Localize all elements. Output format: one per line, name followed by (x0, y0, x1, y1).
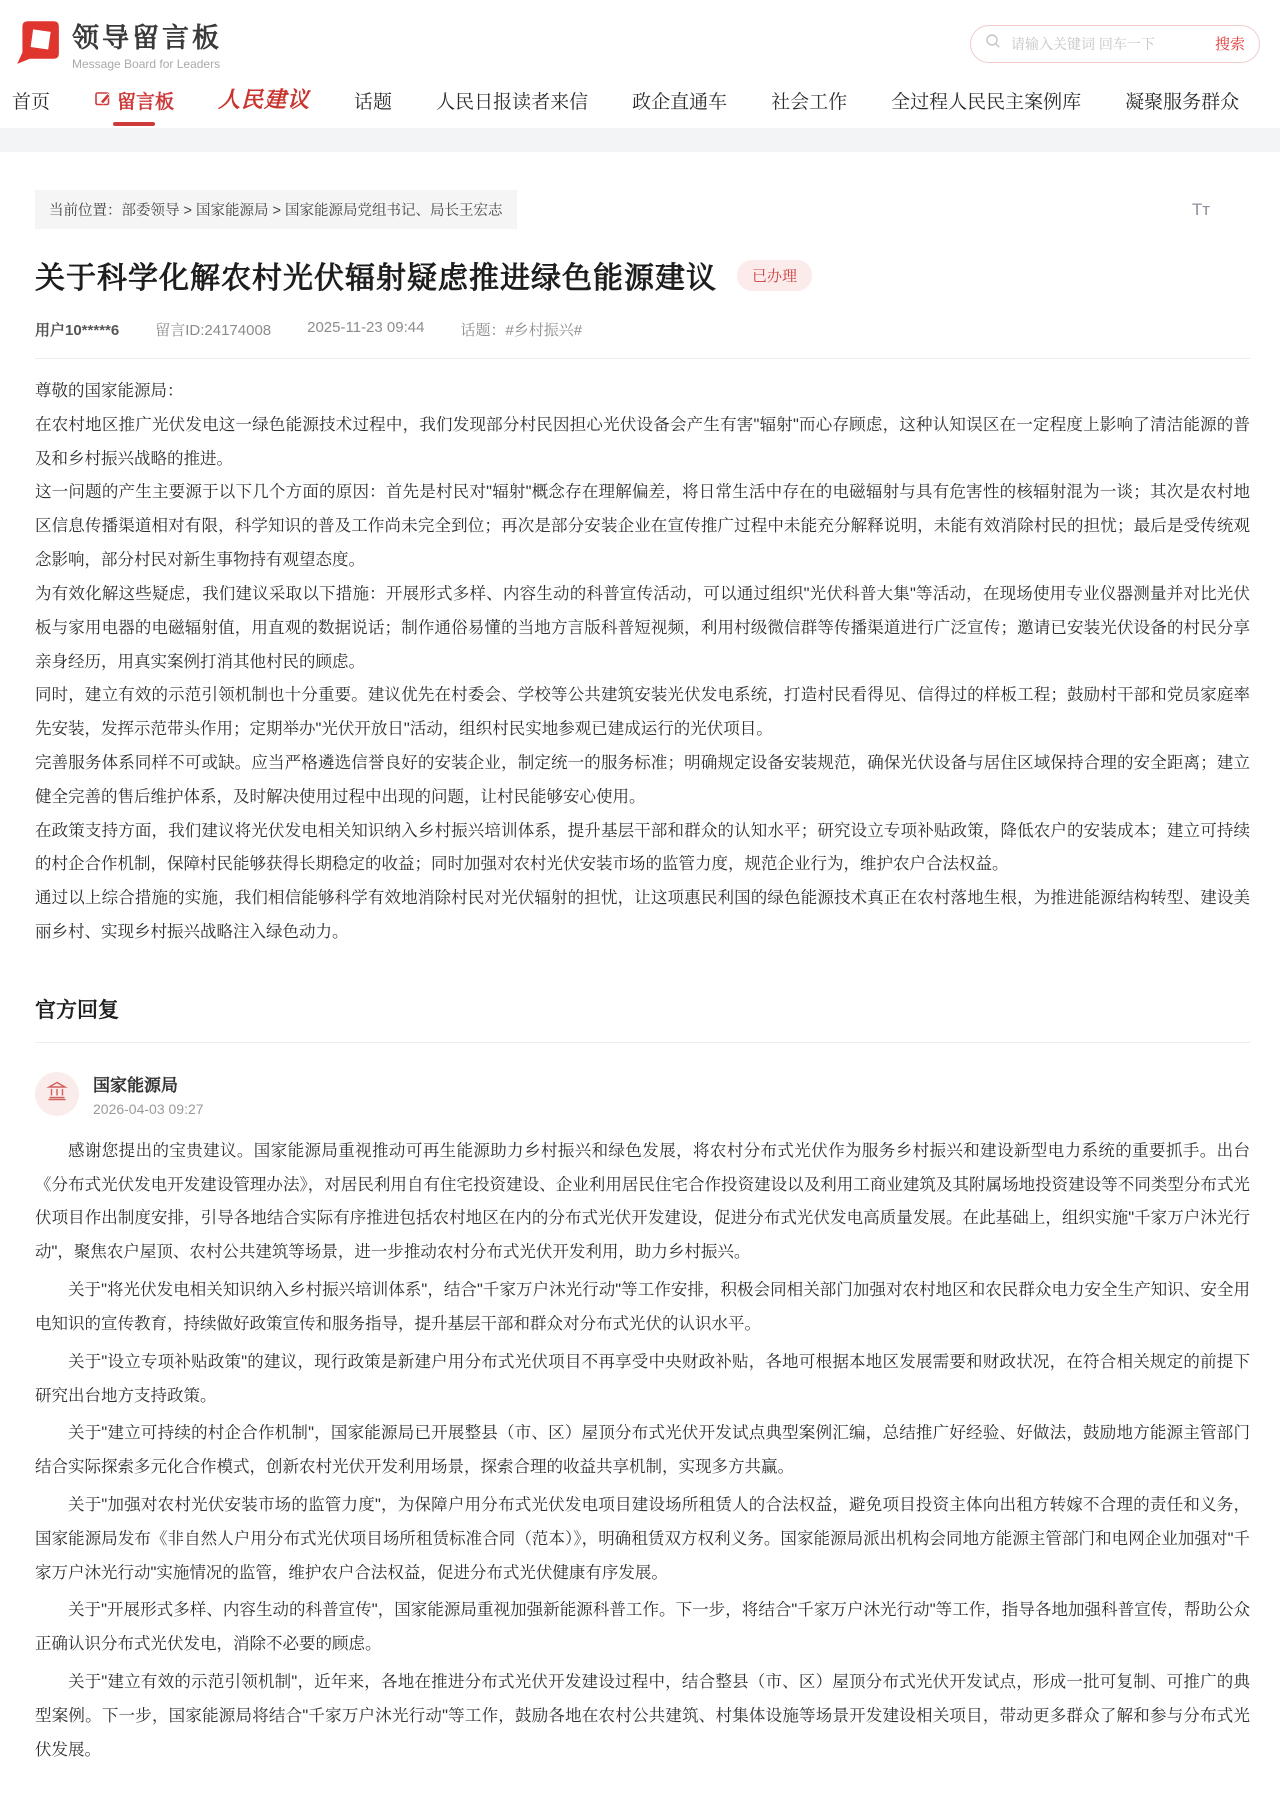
reply-paragraph: 关于"设立专项补贴政策"的建议，现行政策是新建户用分布式光伏项目不再享受中央财政补贴，各地可根据本地区发展需要和财政状况，在符合相关规定的前提下研究出台地方支持政策。 (35, 1352, 1250, 1405)
nav-item-democracy-cases[interactable]: 全过程人民民主案例库 (891, 92, 1082, 113)
reply-paragraph: 关于"开展形式多样、内容生动的科普宣传"，国家能源局重视加强新能源科普工作。下一步，将结合"千家万户沐光行动"等工作，指导各地加强科普宣传，帮助公众正确认识分布式光伏发电，消除不必要的顾虑。 (35, 1601, 1250, 1654)
post-paragraph: 尊敬的国家能源局： (35, 382, 184, 400)
reply-datetime: 2026-04-03 09:27 (93, 1100, 204, 1117)
nav-item-gov-business-line[interactable]: 政企直通车 (632, 92, 728, 113)
reply-header (35, 1071, 1250, 1117)
site-header (0, 0, 1280, 79)
post-author: 用户10*****6 (35, 322, 120, 339)
reply-paragraph: 关于"建立有效的示范引领机制"，近年来，各地在推进分布式光伏开发建设过程中，结合整县（市、区）屋顶分布式光伏开发试点，形成一批可复制、可推广的典型案例。下一步，国家能源局将结合"千家万户沐光行动"等工作，鼓励各地在农村公共建筑、村集体设施等场景开发建设相关项目，带动更多群众了解和参与分布式光伏发展。 (35, 1673, 1250, 1759)
post-paragraph: 这一问题的产生主要源于以下几个方面的原因：首先是村民对"辐射"概念存在理解偏差，将日常生活中存在的电磁辐射与具有危害性的核辐射混为一谈；其次是农村地区信息传播渠道相对有限，科学知识的普及工作尚未完全到位；再次是部分安装企业在宣传推广过程中未能充分解释说明，未能有效消除村民的担忧；最后是受传统观念影响，部分村民对新生事物持有观望态度。 (35, 483, 1250, 570)
post-paragraph: 通过以上综合措施的实施，我们相信能够科学有效地消除村民对光伏辐射的担忧，让这项惠民利国的绿色能源技术真正在农村落地生根，为推进能源结构转型、建设美丽乡村、实现乡村振兴战略注入绿色动力。 (35, 889, 1250, 941)
logo-speech-bubble-icon (12, 16, 62, 71)
search-button[interactable]: 搜索 (1215, 33, 1245, 54)
status-badge: 已办理 (737, 260, 812, 291)
reply-divider (35, 1042, 1250, 1043)
post-datetime: 2025-11-23 09:44 (307, 319, 425, 336)
nav-item-serve-masses[interactable]: 凝聚服务群众 (1125, 92, 1240, 113)
post-meta (35, 319, 1250, 359)
page-title: 关于科学化解农村光伏辐射疑虑推进绿色能源建议 (35, 262, 717, 295)
nav-item-message-board[interactable]: 留言板 (94, 87, 174, 128)
post-paragraph: 同时，建立有效的示范引领机制也十分重要。建议优先在村委会、学校等公共建筑安装光伏发电系统，打造村民看得见、信得过的样板工程；鼓励村干部和党员家庭率先安装，发挥示范带头作用；定期举办"光伏开放日"活动，组织村民实地参观已建成运行的光伏项目。 (35, 686, 1250, 739)
post-message-id: 留言ID:24174008 (155, 322, 272, 339)
reply-paragraph: 感谢您提出的宝贵建议。国家能源局重视推动可再生能源助力乡村振兴和绿色发展，将农村分布式光伏作为服务乡村振兴和建设新型电力系统的重要抓手。出台《分布式光伏发电开发建设管理办法》，对居民利用自有住宅投资建设、企业利用居民住宅合作投资建设以及利用工商业建筑及其附属场地投资建设等不同类型分布式光伏项目作出制度安排，引导各地结合实际有序推进包括农村地区在内的分布式光伏开发建设，促进分布式光伏发电高质量发展。在此基础上，组织实施"千家万户沐光行动"，聚焦农户屋顶、农村公共建筑等场景，进一步推动农村分布式光伏开发利用，助力乡村振兴。 (35, 1141, 1250, 1262)
post-paragraph: 在农村地区推广光伏发电这一绿色能源技术过程中，我们发现部分村民因担心光伏设备会产生有害"辐射"而心存顾虑，这种认知误区在一定程度上影响了清洁能源的普及和乡村振兴战略的推进。 (35, 415, 1250, 468)
nav-item-topics[interactable]: 话题 (354, 92, 393, 113)
post-paragraph: 为有效化解这些疑虑，我们建议采取以下措施：开展形式多样、内容生动的科普宣传活动，可以通过组织"光伏科普大集"等活动，在现场使用专业仪器测量并对比光伏板与家用电器的电磁辐射值，用直观的数据说话；制作通俗易懂的当地方言版科普短视频，利用村级微信群等传播渠道进行广泛宣传；邀请已安装光伏设备的村民分享亲身经历，用真实案例打消其他村民的顾虑。 (35, 584, 1250, 671)
site-logo[interactable] (12, 16, 222, 71)
font-size-toggle-icon[interactable]: Tт (1191, 199, 1210, 219)
post-paragraph: 完善服务体系同样不可或缺。应当严格遴选信誉良好的安装企业，制定统一的服务标准；明确规定设备安装规范，确保光伏设备与居住区域保持合理的安全距离；建立健全完善的售后维护体系，及时解决使用过程中出现的问题，让村民能够安心使用。 (35, 753, 1250, 806)
government-building-icon (46, 1080, 68, 1107)
nav-item-people-suggestions[interactable]: 人民建议 (218, 87, 311, 112)
search-box[interactable] (970, 25, 1260, 63)
logo-title: 领导留言板 (72, 23, 222, 53)
nav-item-home[interactable]: 首页 (12, 92, 51, 113)
search-input[interactable] (1009, 35, 1207, 53)
breadcrumb[interactable]: 当前位置：部委领导 > 国家能源局 > 国家能源局党组书记、局长王宏志 (35, 190, 517, 229)
reply-body (35, 1135, 1250, 1768)
nav-item-readers-letters[interactable]: 人民日报读者来信 (436, 92, 589, 113)
main-nav (0, 79, 1280, 128)
nav-divider-band (0, 128, 1280, 152)
post-body (35, 375, 1250, 950)
search-icon (985, 33, 1001, 54)
nav-item-social-work[interactable]: 社会工作 (771, 92, 848, 113)
post-topic-tag[interactable]: 话题：#乡村振兴# (460, 322, 583, 339)
official-reply-heading: 官方回复 (35, 997, 119, 1022)
reply-paragraph: 关于"加强对农村光伏安装市场的监管力度"，为保障户用分布式光伏发电项目建设场所租赁人的合法权益，避免项目投资主体向出租方转嫁不合理的责任和义务，国家能源局发布《非自然人户用分布式光伏项目场所租赁标准合同（范本）》，明确租赁双方权利义务。国家能源局派出机构会同地方能源主管部门和电网企业加强对"千家万户沐光行动"实施情况的监管，维护农户合法权益，促进分布式光伏健康有序发展。 (35, 1495, 1250, 1582)
logo-subtitle: Message Board for Leaders (72, 57, 221, 71)
main-content (0, 190, 1280, 1801)
edit-pen-icon (94, 89, 112, 113)
reply-author: 国家能源局 (93, 1075, 178, 1095)
reply-paragraph: 关于"建立可持续的村企合作机制"，国家能源局已开展整县（市、区）屋顶分布式光伏开发试点典型案例汇编，总结推广好经验、好做法，鼓励地方能源主管部门结合实际探索多元化合作模式，创新农村光伏开发利用场景，探索合理的收益共享机制，实现多方共赢。 (35, 1424, 1250, 1477)
reply-paragraph: 关于"将光伏发电相关知识纳入乡村振兴培训体系"，结合"千家万户沐光行动"等工作安排，积极会同相关部门加强对农村地区和农民群众电力安全生产知识、安全用电知识的宣传教育，持续做好政策宣传和服务指导，提升基层干部和群众对分布式光伏的认识水平。 (35, 1281, 1250, 1333)
post-paragraph: 在政策支持方面，我们建议将光伏发电相关知识纳入乡村振兴培训体系，提升基层干部和群众的认知水平；研究设立专项补贴政策，降低农户的安装成本；建立可持续的村企合作机制，保障村民能够获得长期稳定的收益；同时加强对农村光伏安装市场的监管力度，规范企业行为，维护农户合法权益。 (35, 821, 1250, 874)
avatar (35, 1072, 79, 1116)
